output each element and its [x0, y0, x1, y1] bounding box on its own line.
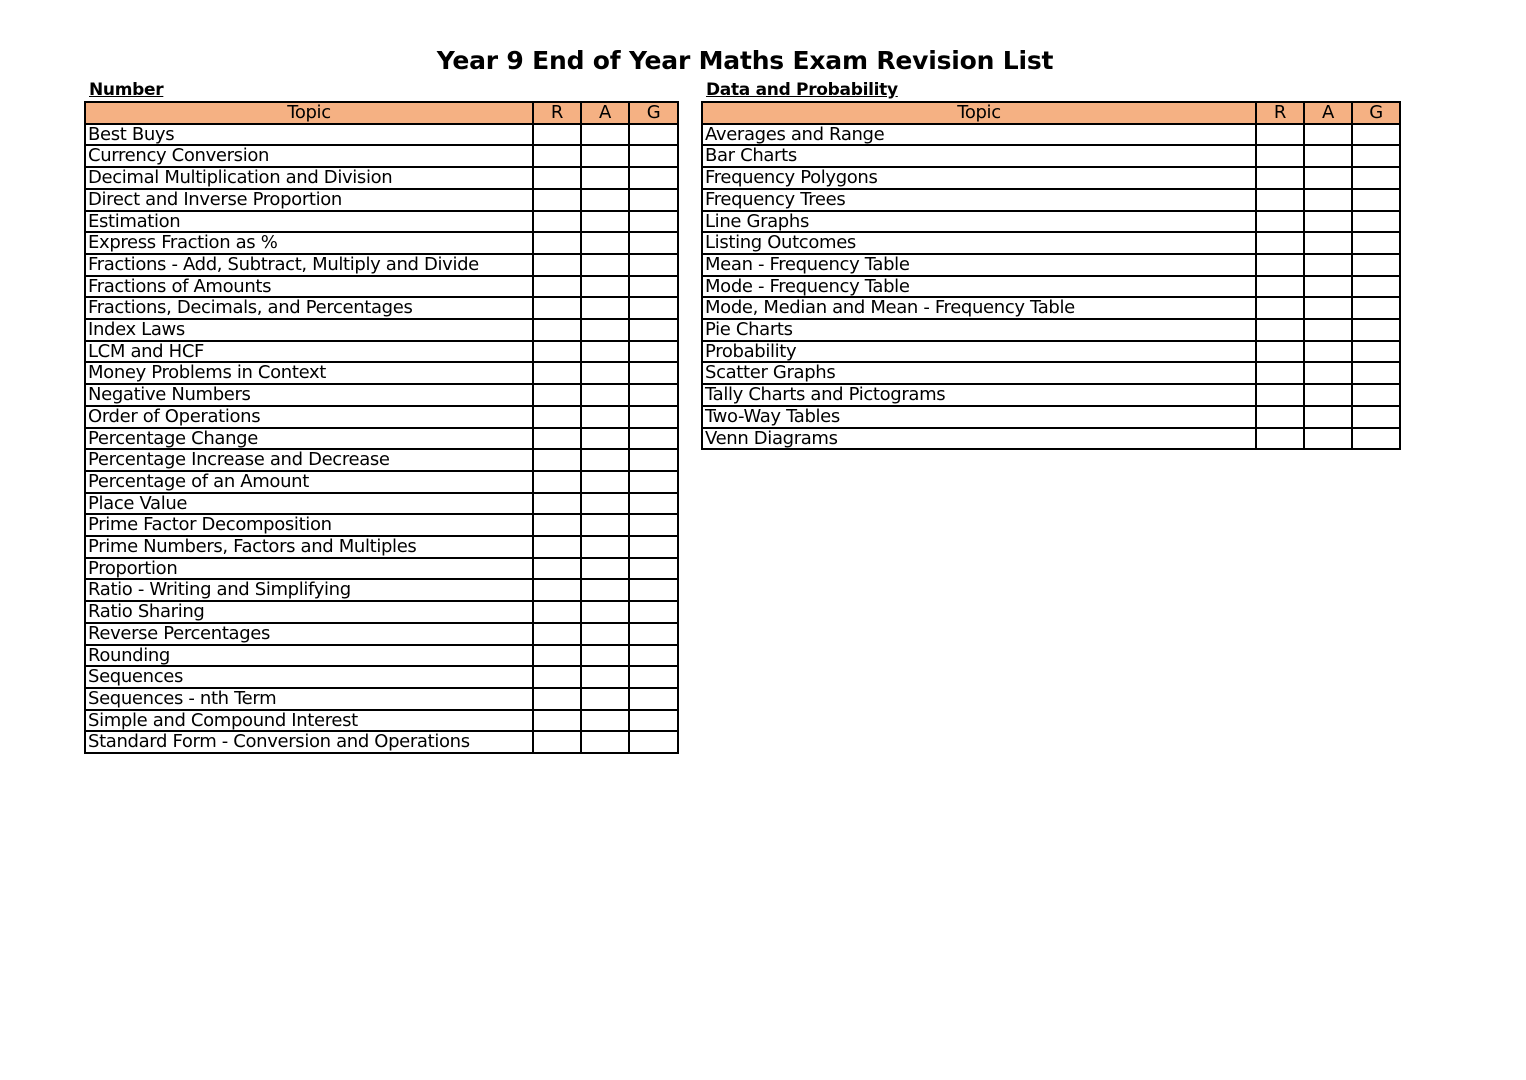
amber-rating-cell[interactable] — [581, 558, 629, 580]
green-rating-cell[interactable] — [1352, 232, 1400, 254]
red-rating-cell[interactable] — [1256, 145, 1304, 167]
green-rating-cell[interactable] — [1352, 384, 1400, 406]
green-rating-cell[interactable] — [629, 232, 678, 254]
topic-cell: Prime Numbers, Factors and Multiples — [85, 536, 533, 558]
table-row — [702, 406, 1400, 428]
document-title: Year 9 End of Year Maths Exam Revision List — [436, 46, 1054, 75]
amber-rating-cell[interactable] — [581, 471, 629, 493]
red-rating-cell[interactable] — [1256, 362, 1304, 384]
green-column-header: G — [1352, 102, 1400, 124]
topic-cell: Percentage Change — [85, 428, 533, 450]
red-rating-cell[interactable] — [533, 688, 581, 710]
amber-rating-cell[interactable] — [581, 232, 629, 254]
amber-column-header: A — [1304, 102, 1352, 124]
amber-rating-cell[interactable] — [1304, 384, 1352, 406]
section-heading-number: Number — [89, 80, 164, 100]
green-rating-cell[interactable] — [1352, 319, 1400, 341]
red-rating-cell[interactable] — [533, 167, 581, 189]
table-row — [85, 297, 678, 319]
red-rating-cell[interactable] — [533, 276, 581, 298]
table-row — [85, 276, 678, 298]
red-rating-cell[interactable] — [533, 645, 581, 667]
green-rating-cell[interactable] — [629, 471, 678, 493]
green-rating-cell[interactable] — [629, 731, 678, 753]
green-rating-cell[interactable] — [1352, 145, 1400, 167]
red-rating-cell[interactable] — [533, 384, 581, 406]
green-rating-cell[interactable] — [629, 645, 678, 667]
amber-rating-cell[interactable] — [1304, 254, 1352, 276]
green-rating-cell[interactable] — [1352, 167, 1400, 189]
table-row — [85, 449, 678, 471]
table-row — [85, 211, 678, 233]
amber-rating-cell[interactable] — [581, 493, 629, 515]
amber-rating-cell[interactable] — [581, 710, 629, 732]
amber-rating-cell[interactable] — [1304, 145, 1352, 167]
topic-cell: Mode, Median and Mean - Frequency Table — [702, 297, 1256, 319]
table-row — [702, 167, 1400, 189]
amber-rating-cell[interactable] — [581, 536, 629, 558]
red-rating-cell[interactable] — [533, 536, 581, 558]
green-rating-cell[interactable] — [629, 341, 678, 363]
topic-cell: Standard Form - Conversion and Operations — [85, 731, 533, 753]
table-row — [85, 362, 678, 384]
red-rating-cell[interactable] — [533, 579, 581, 601]
amber-rating-cell[interactable] — [581, 211, 629, 233]
amber-rating-cell[interactable] — [581, 514, 629, 536]
amber-rating-cell[interactable] — [1304, 124, 1352, 146]
amber-rating-cell[interactable] — [1304, 362, 1352, 384]
topic-cell: LCM and HCF — [85, 341, 533, 363]
amber-rating-cell[interactable] — [581, 449, 629, 471]
green-rating-cell[interactable] — [629, 254, 678, 276]
topic-cell: Sequences - nth Term — [85, 688, 533, 710]
red-rating-cell[interactable] — [533, 731, 581, 753]
green-rating-cell[interactable] — [629, 362, 678, 384]
green-rating-cell[interactable] — [629, 536, 678, 558]
amber-column-header: A — [581, 102, 629, 124]
red-rating-cell[interactable] — [533, 666, 581, 688]
table-row — [702, 124, 1400, 146]
green-rating-cell[interactable] — [629, 688, 678, 710]
table-row — [85, 471, 678, 493]
table-row — [85, 493, 678, 515]
topic-cell: Negative Numbers — [85, 384, 533, 406]
table-row — [85, 579, 678, 601]
amber-rating-cell[interactable] — [581, 124, 629, 146]
amber-rating-cell[interactable] — [581, 601, 629, 623]
green-rating-cell[interactable] — [629, 276, 678, 298]
table-row — [85, 710, 678, 732]
amber-rating-cell[interactable] — [581, 406, 629, 428]
table-row — [85, 623, 678, 645]
amber-rating-cell[interactable] — [581, 688, 629, 710]
green-rating-cell[interactable] — [629, 124, 678, 146]
green-rating-cell[interactable] — [629, 601, 678, 623]
green-rating-cell[interactable] — [629, 710, 678, 732]
table-header-row — [85, 102, 678, 124]
red-rating-cell[interactable] — [1256, 428, 1304, 450]
amber-rating-cell[interactable] — [1304, 189, 1352, 211]
table-row — [702, 297, 1400, 319]
topic-cell: Order of Operations — [85, 406, 533, 428]
table-header-row — [702, 102, 1400, 124]
red-rating-cell[interactable] — [1256, 276, 1304, 298]
green-rating-cell[interactable] — [629, 167, 678, 189]
topic-cell: Money Problems in Context — [85, 362, 533, 384]
topic-cell: Decimal Multiplication and Division — [85, 167, 533, 189]
topic-cell: Frequency Polygons — [702, 167, 1256, 189]
green-rating-cell[interactable] — [1352, 406, 1400, 428]
topic-cell: Fractions of Amounts — [85, 276, 533, 298]
amber-rating-cell[interactable] — [581, 167, 629, 189]
topic-cell: Venn Diagrams — [702, 428, 1256, 450]
topic-cell: Averages and Range — [702, 124, 1256, 146]
amber-rating-cell[interactable] — [581, 341, 629, 363]
green-rating-cell[interactable] — [629, 493, 678, 515]
table-row — [702, 384, 1400, 406]
table-row — [85, 558, 678, 580]
green-rating-cell[interactable] — [1352, 428, 1400, 450]
red-rating-cell[interactable] — [533, 297, 581, 319]
red-rating-cell[interactable] — [1256, 297, 1304, 319]
red-rating-cell[interactable] — [533, 406, 581, 428]
topic-column-header: Topic — [85, 102, 533, 124]
topic-cell: Simple and Compound Interest — [85, 710, 533, 732]
topic-cell: Mean - Frequency Table — [702, 254, 1256, 276]
table-row — [85, 341, 678, 363]
red-rating-cell[interactable] — [533, 362, 581, 384]
green-rating-cell[interactable] — [629, 428, 678, 450]
green-rating-cell[interactable] — [629, 145, 678, 167]
green-rating-cell[interactable] — [1352, 276, 1400, 298]
table-row — [702, 428, 1400, 450]
topic-cell: Frequency Trees — [702, 189, 1256, 211]
table-row — [85, 254, 678, 276]
red-rating-cell[interactable] — [1256, 232, 1304, 254]
table-row — [85, 145, 678, 167]
red-column-header: R — [533, 102, 581, 124]
amber-rating-cell[interactable] — [581, 428, 629, 450]
amber-rating-cell[interactable] — [581, 362, 629, 384]
amber-rating-cell[interactable] — [1304, 297, 1352, 319]
green-rating-cell[interactable] — [629, 297, 678, 319]
red-rating-cell[interactable] — [533, 493, 581, 515]
topic-cell: Two-Way Tables — [702, 406, 1256, 428]
topic-column-header: Topic — [702, 102, 1256, 124]
red-rating-cell[interactable] — [1256, 167, 1304, 189]
table-row — [85, 645, 678, 667]
table-row — [702, 145, 1400, 167]
amber-rating-cell[interactable] — [581, 276, 629, 298]
topic-cell: Scatter Graphs — [702, 362, 1256, 384]
topic-cell: Best Buys — [85, 124, 533, 146]
table-row — [85, 384, 678, 406]
topic-cell: Express Fraction as % — [85, 232, 533, 254]
amber-rating-cell[interactable] — [1304, 232, 1352, 254]
topic-cell: Percentage Increase and Decrease — [85, 449, 533, 471]
red-rating-cell[interactable] — [1256, 254, 1304, 276]
table-row — [85, 666, 678, 688]
table-row — [702, 232, 1400, 254]
green-rating-cell[interactable] — [629, 189, 678, 211]
topic-cell: Bar Charts — [702, 145, 1256, 167]
amber-rating-cell[interactable] — [1304, 211, 1352, 233]
red-rating-cell[interactable] — [1256, 319, 1304, 341]
red-rating-cell[interactable] — [533, 449, 581, 471]
amber-rating-cell[interactable] — [581, 579, 629, 601]
topic-cell: Reverse Percentages — [85, 623, 533, 645]
red-rating-cell[interactable] — [1256, 384, 1304, 406]
red-rating-cell[interactable] — [1256, 189, 1304, 211]
topic-cell: Place Value — [85, 493, 533, 515]
topic-cell: Tally Charts and Pictograms — [702, 384, 1256, 406]
topic-cell: Line Graphs — [702, 211, 1256, 233]
green-rating-cell[interactable] — [1352, 189, 1400, 211]
topic-cell: Rounding — [85, 645, 533, 667]
green-rating-cell[interactable] — [629, 579, 678, 601]
green-rating-cell[interactable] — [1352, 254, 1400, 276]
topic-cell: Mode - Frequency Table — [702, 276, 1256, 298]
red-rating-cell[interactable] — [533, 601, 581, 623]
table-row — [702, 319, 1400, 341]
table-row — [702, 254, 1400, 276]
green-rating-cell[interactable] — [629, 384, 678, 406]
red-column-header: R — [1256, 102, 1304, 124]
green-rating-cell[interactable] — [629, 406, 678, 428]
table-row — [702, 276, 1400, 298]
amber-rating-cell[interactable] — [581, 384, 629, 406]
topic-cell: Direct and Inverse Proportion — [85, 189, 533, 211]
topic-cell: Percentage of an Amount — [85, 471, 533, 493]
red-rating-cell[interactable] — [1256, 124, 1304, 146]
table-row — [702, 341, 1400, 363]
red-rating-cell[interactable] — [533, 211, 581, 233]
table-row — [85, 189, 678, 211]
topic-cell: Pie Charts — [702, 319, 1256, 341]
amber-rating-cell[interactable] — [581, 254, 629, 276]
topic-cell: Currency Conversion — [85, 145, 533, 167]
red-rating-cell[interactable] — [533, 514, 581, 536]
topic-cell: Listing Outcomes — [702, 232, 1256, 254]
table-row — [85, 319, 678, 341]
red-rating-cell[interactable] — [533, 145, 581, 167]
amber-rating-cell[interactable] — [1304, 167, 1352, 189]
green-rating-cell[interactable] — [629, 211, 678, 233]
table-row — [85, 731, 678, 753]
table-row — [85, 232, 678, 254]
green-rating-cell[interactable] — [629, 514, 678, 536]
table-row — [702, 211, 1400, 233]
topic-cell: Probability — [702, 341, 1256, 363]
red-rating-cell[interactable] — [533, 623, 581, 645]
amber-rating-cell[interactable] — [1304, 428, 1352, 450]
green-rating-cell[interactable] — [629, 558, 678, 580]
green-rating-cell[interactable] — [629, 449, 678, 471]
red-rating-cell[interactable] — [1256, 341, 1304, 363]
green-rating-cell[interactable] — [629, 319, 678, 341]
red-rating-cell[interactable] — [533, 471, 581, 493]
red-rating-cell[interactable] — [533, 710, 581, 732]
amber-rating-cell[interactable] — [581, 731, 629, 753]
green-rating-cell[interactable] — [1352, 211, 1400, 233]
topic-cell: Fractions, Decimals, and Percentages — [85, 297, 533, 319]
red-rating-cell[interactable] — [533, 319, 581, 341]
amber-rating-cell[interactable] — [581, 666, 629, 688]
amber-rating-cell[interactable] — [581, 297, 629, 319]
green-column-header: G — [629, 102, 678, 124]
red-rating-cell[interactable] — [1256, 211, 1304, 233]
amber-rating-cell[interactable] — [1304, 276, 1352, 298]
topic-cell: Estimation — [85, 211, 533, 233]
table-row — [85, 428, 678, 450]
topic-cell: Prime Factor Decomposition — [85, 514, 533, 536]
amber-rating-cell[interactable] — [581, 645, 629, 667]
red-rating-cell[interactable] — [533, 232, 581, 254]
data-probability-topics-table — [701, 101, 1401, 450]
table-row — [85, 514, 678, 536]
number-topics-table — [84, 101, 679, 754]
green-rating-cell[interactable] — [1352, 362, 1400, 384]
table-row — [85, 688, 678, 710]
topic-cell: Sequences — [85, 666, 533, 688]
red-rating-cell[interactable] — [1256, 406, 1304, 428]
table-row — [702, 362, 1400, 384]
table-row — [85, 601, 678, 623]
table-row — [85, 406, 678, 428]
topic-cell: Ratio Sharing — [85, 601, 533, 623]
red-rating-cell[interactable] — [533, 124, 581, 146]
red-rating-cell[interactable] — [533, 428, 581, 450]
amber-rating-cell[interactable] — [581, 319, 629, 341]
green-rating-cell[interactable] — [1352, 297, 1400, 319]
topic-cell: Proportion — [85, 558, 533, 580]
green-rating-cell[interactable] — [1352, 341, 1400, 363]
amber-rating-cell[interactable] — [581, 623, 629, 645]
green-rating-cell[interactable] — [1352, 124, 1400, 146]
red-rating-cell[interactable] — [533, 189, 581, 211]
topic-cell: Index Laws — [85, 319, 533, 341]
table-row — [702, 189, 1400, 211]
green-rating-cell[interactable] — [629, 623, 678, 645]
amber-rating-cell[interactable] — [581, 189, 629, 211]
table-row — [85, 124, 678, 146]
green-rating-cell[interactable] — [629, 666, 678, 688]
topic-cell: Ratio - Writing and Simplifying — [85, 579, 533, 601]
topic-cell: Fractions - Add, Subtract, Multiply and Divide — [85, 254, 533, 276]
table-row — [85, 536, 678, 558]
red-rating-cell[interactable] — [533, 341, 581, 363]
table-row — [85, 167, 678, 189]
amber-rating-cell[interactable] — [1304, 406, 1352, 428]
amber-rating-cell[interactable] — [1304, 319, 1352, 341]
red-rating-cell[interactable] — [533, 254, 581, 276]
section-heading-data-and-probability: Data and Probability — [706, 80, 898, 100]
red-rating-cell[interactable] — [533, 558, 581, 580]
amber-rating-cell[interactable] — [1304, 341, 1352, 363]
amber-rating-cell[interactable] — [581, 145, 629, 167]
